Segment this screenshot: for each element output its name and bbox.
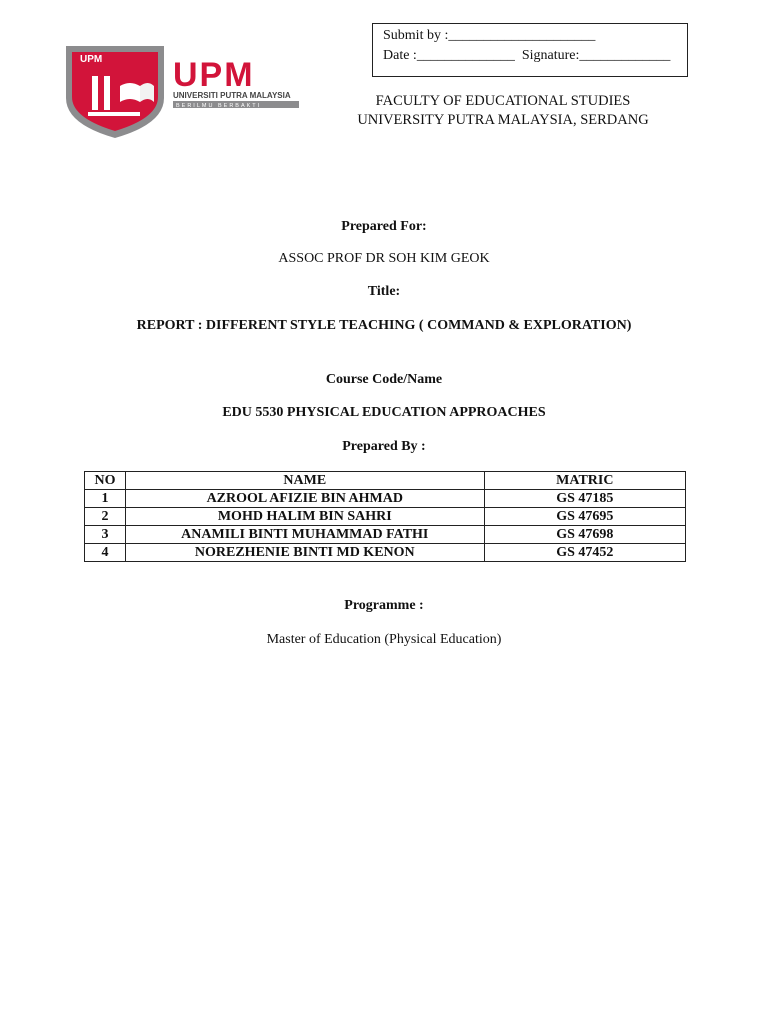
date-signature-line	[383, 46, 677, 66]
cell-name: AZROOL AFIZIE BIN AHMAD	[125, 490, 484, 508]
header-name: NAME	[125, 472, 484, 490]
table-row	[85, 544, 686, 562]
table-row	[85, 508, 686, 526]
cell-name: NOREZHENIE BINTI MD KENON	[125, 544, 484, 562]
upm-logo	[60, 40, 310, 142]
faculty-block	[340, 92, 666, 130]
table-row	[85, 526, 686, 544]
programme-name: Master of Education (Physical Education)	[266, 632, 502, 647]
prepared-for-name: ASSOC PROF DR SOH KIM GEOK	[278, 251, 490, 266]
cell-no: 1	[85, 490, 126, 508]
cell-matric: GS 47698	[484, 526, 685, 544]
programme-label: Programme :	[344, 598, 424, 613]
submission-box	[372, 23, 688, 77]
cell-matric: GS 47452	[484, 544, 685, 562]
header-no: NO	[85, 472, 126, 490]
table-row	[85, 490, 686, 508]
members-table	[84, 471, 686, 562]
course-label: Course Code/Name	[325, 372, 443, 387]
cell-matric: GS 47695	[484, 508, 685, 526]
date-line: Date :______________	[383, 48, 515, 63]
logo-university-name: UNIVERSITI PUTRA MALAYSIA	[173, 91, 291, 100]
table-header-row	[85, 472, 686, 490]
logo-motto: BERILMU BERBAKTI	[176, 103, 262, 109]
submit-by-line: Submit by :_____________________	[383, 28, 596, 43]
cell-no: 4	[85, 544, 126, 562]
faculty-name: FACULTY OF EDUCATIONAL STUDIES	[375, 93, 631, 109]
course-name: EDU 5530 PHYSICAL EDUCATION APPROACHES	[222, 405, 546, 420]
report-title: REPORT : DIFFERENT STYLE TEACHING ( COMMAND & EXPLORATION)	[136, 318, 632, 333]
header-matric: MATRIC	[484, 472, 685, 490]
university-name: UNIVERSITY PUTRA MALAYSIA, SERDANG	[357, 112, 649, 128]
cell-no: 2	[85, 508, 126, 526]
signature-line: Signature:_____________	[521, 48, 671, 63]
cell-no: 3	[85, 526, 126, 544]
prepared-for-label: Prepared For:	[341, 219, 427, 234]
logo-wordmark: UPM	[173, 56, 255, 94]
logo-small-text: UPM	[80, 54, 103, 65]
cell-name: ANAMILI BINTI MUHAMMAD FATHI	[125, 526, 484, 544]
prepared-by-label: Prepared By :	[342, 439, 426, 454]
cell-matric: GS 47185	[484, 490, 685, 508]
title-label: Title:	[367, 284, 401, 299]
cell-name: MOHD HALIM BIN SAHRI	[125, 508, 484, 526]
